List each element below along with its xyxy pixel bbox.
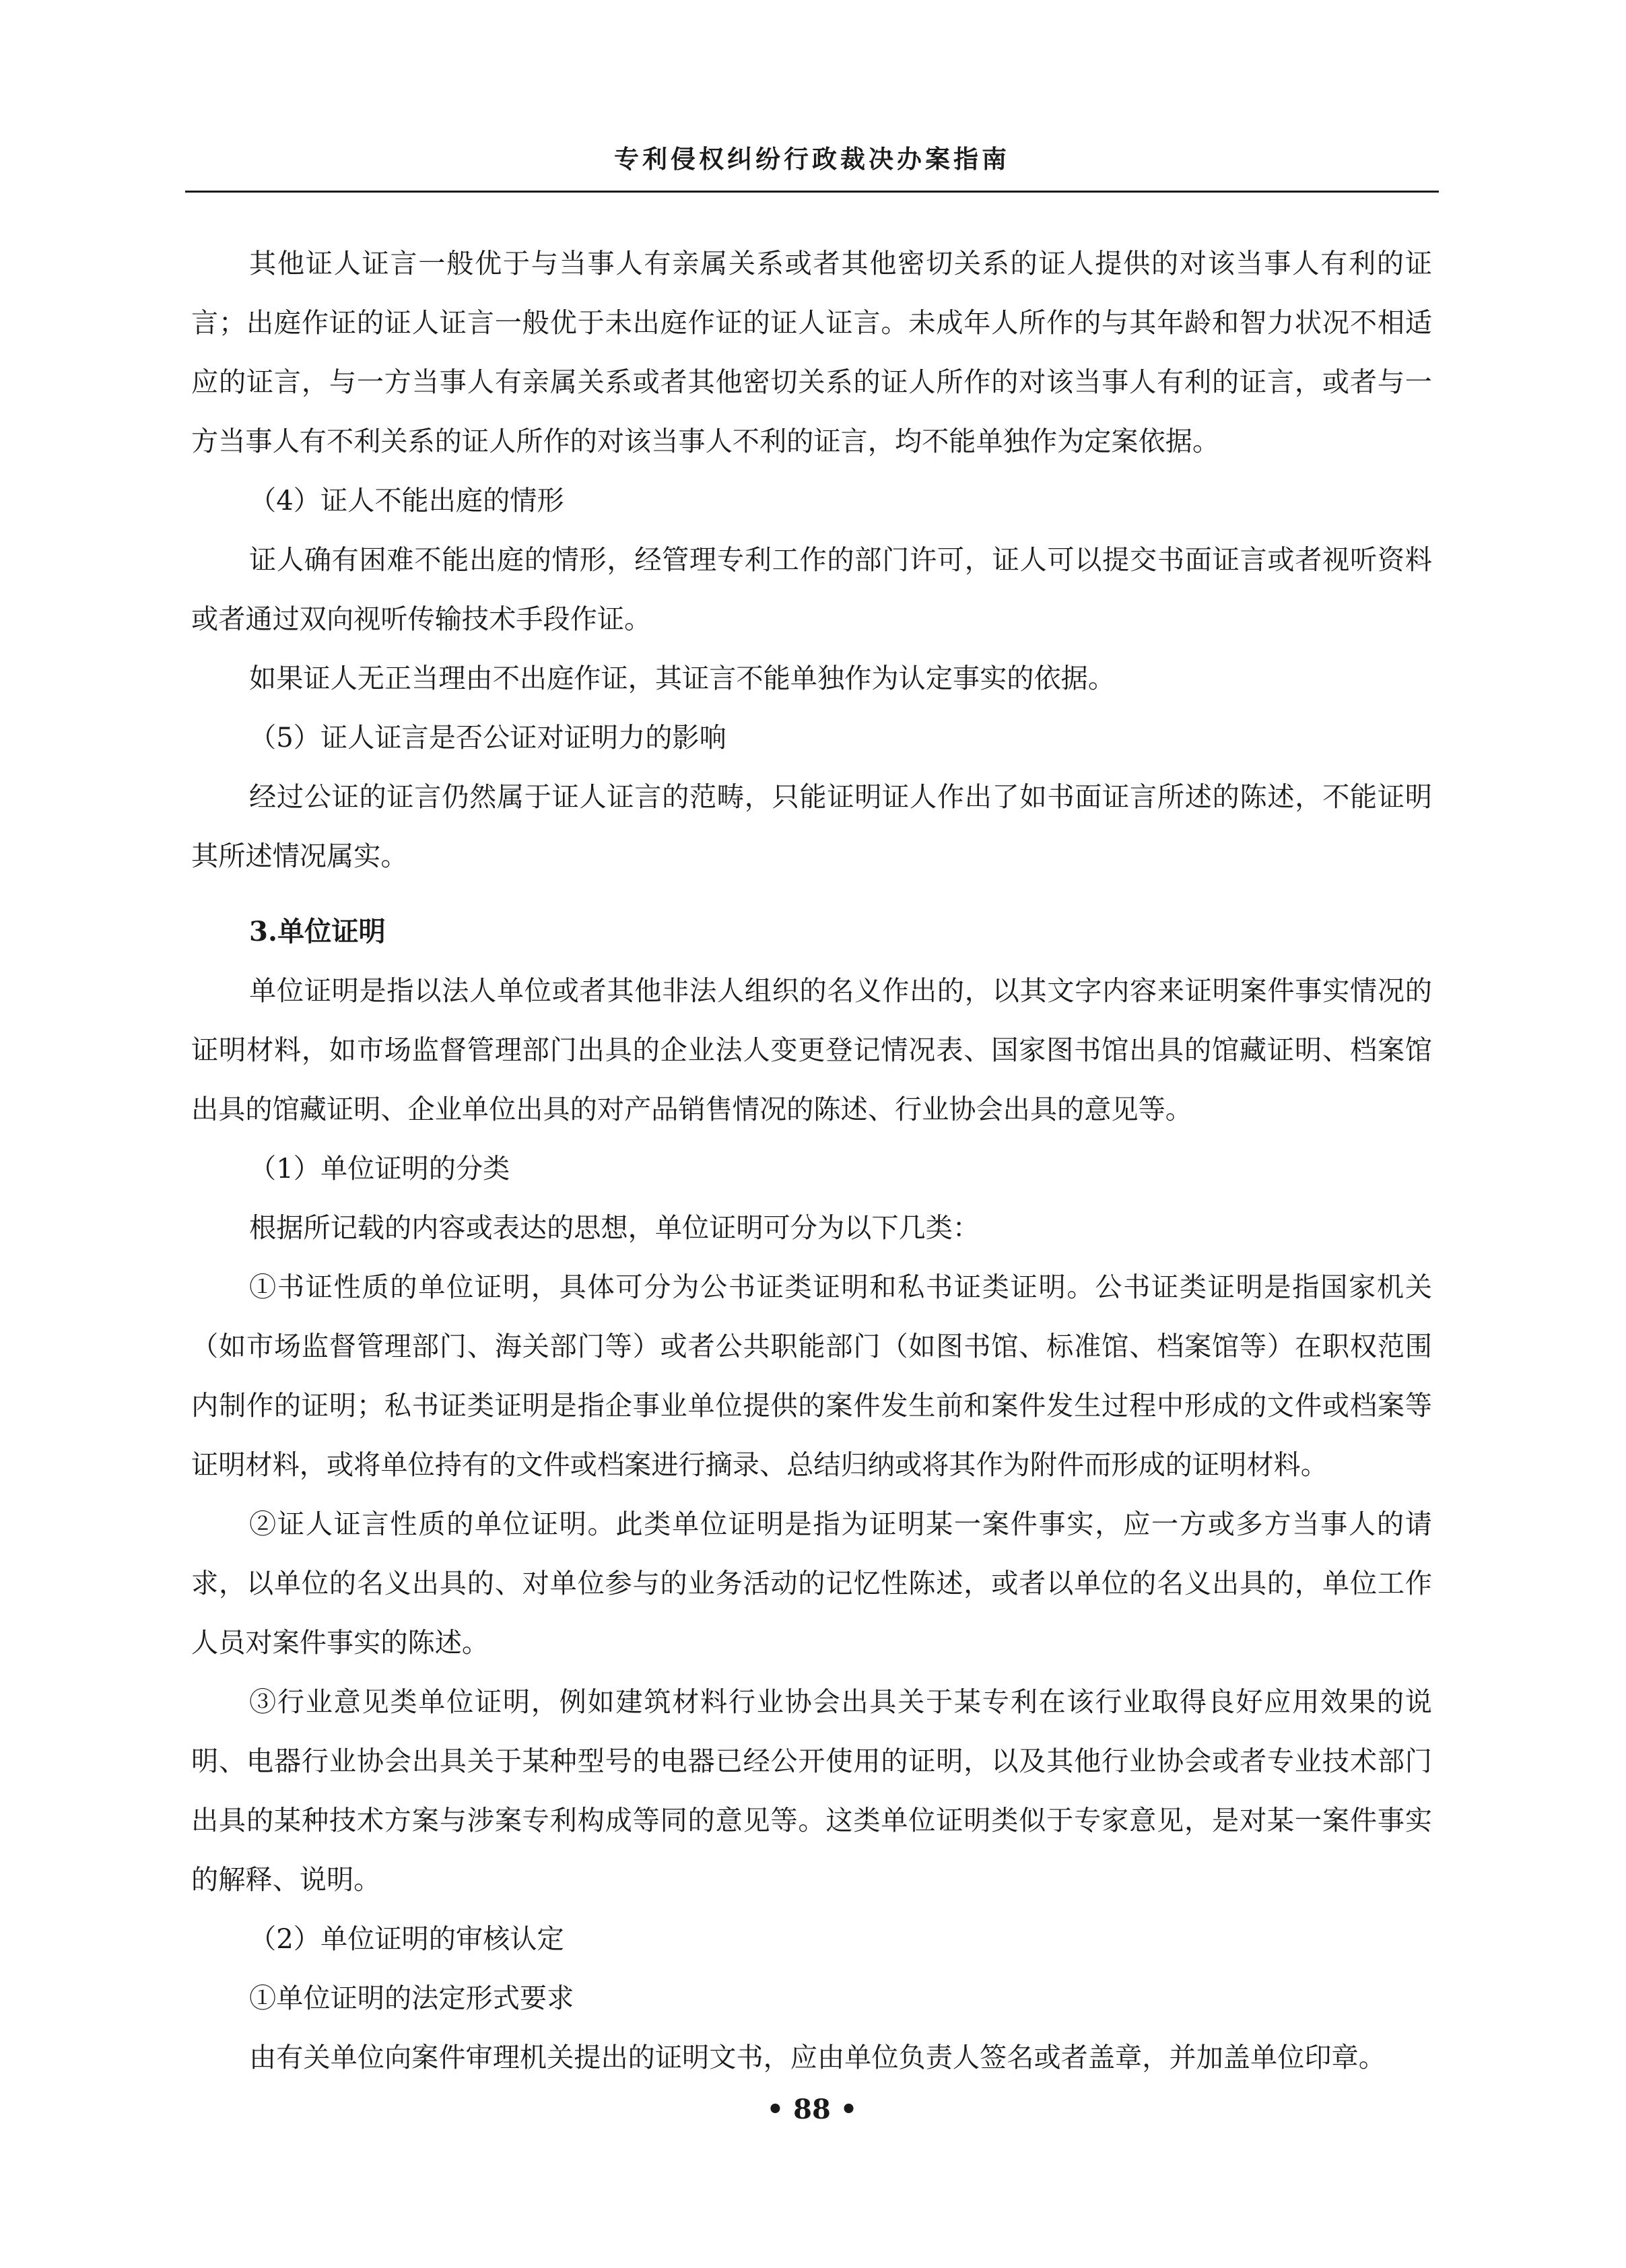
document-body bbox=[191, 234, 1432, 2088]
paragraph: 证人确有困难不能出庭的情形，经管理专利工作的部门许可，证人可以提交书面证言或者视听资料或者通过双向视听传输技术手段作证。 bbox=[191, 545, 1432, 635]
subheading: （4）证人不能出庭的情形 bbox=[249, 486, 564, 516]
running-header: 专利侵权纠纷行政裁决办案指南 bbox=[614, 144, 1010, 174]
subheading: （2）单位证明的审核认定 bbox=[249, 1924, 564, 1955]
subheading: （5）证人证言是否公证对证明力的影响 bbox=[249, 723, 726, 754]
paragraph: 如果证人无正当理由不出庭作证，其证言不能单独作为认定事实的依据。 bbox=[249, 663, 1116, 694]
paragraph: 由有关单位向案件审理机关提出的证明文书，应由单位负责人签名或者盖章，并加盖单位印章。 bbox=[249, 2042, 1386, 2073]
paragraph: ①书证性质的单位证明，具体可分为公书证类证明和私书证类证明。公书证类证明是指国家机关（如市场监督管理部门、海关部门等）或者公共职能部门（如图书馆、标准馆、档案馆等）在职权范围内制作的证明；私书证类证明是指企事业单位提供的案件发生前和案件发生过程中形成的文件或档案等证明材料，或将单位持有的文件或档案进行摘录、总结归纳或将其作为附件而形成的证明材料。 bbox=[191, 1272, 1432, 1481]
paragraph: 经过公证的证言仍然属于证人证言的范畴，只能证明证人作出了如书面证言所述的陈述，不能证明其所述情况属实。 bbox=[191, 782, 1432, 872]
paragraph: 单位证明是指以法人单位或者其他非法人组织的名义作出的，以其文字内容来证明案件事实情况的证明材料，如市场监督管理部门出具的企业法人变更登记情况表、国家图书馆出具的馆藏证明、档案馆出具的馆藏证明、企业单位出具的对产品销售情况的陈述、行业协会出具的意见等。 bbox=[191, 976, 1432, 1125]
subheading: （1）单位证明的分类 bbox=[249, 1154, 510, 1185]
paragraph: 根据所记载的内容或表达的思想，单位证明可分为以下几类： bbox=[249, 1213, 980, 1244]
paragraph: ③行业意见类单位证明，例如建筑材料行业协会出具关于某专利在该行业取得良好应用效果的说明、电器行业协会出具关于某种型号的电器已经公开使用的证明，以及其他行业协会或者专业技术部门出具的某种技术方案与涉案专利构成等同的意见等。这类单位证明类似于专家意见，是对某一案件事实的解释、说明。 bbox=[191, 1687, 1432, 1896]
section-heading: 3.单位证明 bbox=[249, 916, 386, 947]
paragraph: 其他证人证言一般优于与当事人有亲属关系或者其他密切关系的证人提供的对该当事人有利的证言；出庭作证的证人证言一般优于未出庭作证的证人证言。未成年人所作的与其年龄和智力状况不相适应的证言，与一方当事人有亲属关系或者其他密切关系的证人所作的对该当事人有利的证言，或者与一方当事人有不利关系的证人所作的对该当事人不利的证言，均不能单独作为定案依据。 bbox=[191, 248, 1432, 457]
paragraph: ②证人证言性质的单位证明。此类单位证明是指为证明某一案件事实，应一方或多方当事人的请求，以单位的名义出具的、对单位参与的业务活动的记忆性陈述，或者以单位的名义出具的，单位工作人员对案件事实的陈述。 bbox=[191, 1509, 1432, 1659]
page-number: • 88 • bbox=[766, 2094, 858, 2125]
subheading: ①单位证明的法定形式要求 bbox=[249, 1983, 574, 2014]
header-rule bbox=[185, 191, 1439, 193]
